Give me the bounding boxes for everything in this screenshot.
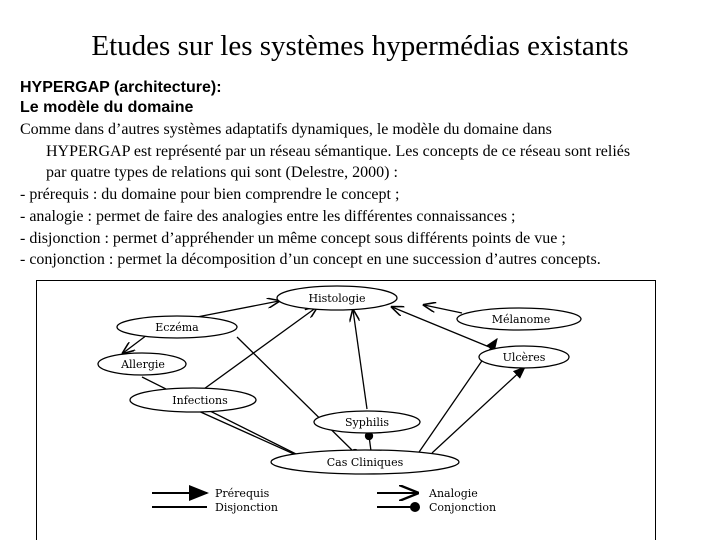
node-label-allergie: Allergie	[121, 358, 165, 371]
node-label-ulceres: Ulcères	[502, 351, 546, 364]
subsection-heading: Le modèle du domaine	[20, 99, 194, 116]
legend-label-prerequis: Prérequis	[215, 487, 270, 500]
legend-label-disjonction: Disjonction	[215, 501, 278, 514]
legend-label-analogie: Analogie	[429, 487, 478, 500]
edge-eczema-cas	[237, 337, 355, 453]
edge-cas-ulceres	[432, 367, 525, 453]
bullet-item-conjonction: - conjonction : permet la décomposition d’un concept en une succession d’autres concepts.	[20, 251, 601, 268]
edge-eczema-allergie	[123, 335, 147, 353]
page-title: Etudes sur les systèmes hypermédias existants	[91, 30, 629, 62]
edge-syphilis-histologie	[353, 310, 367, 409]
diagram-svg	[37, 281, 657, 541]
node-label-cas-cliniques: Cas Cliniques	[326, 456, 404, 469]
node-label-histologie: Histologie	[308, 292, 366, 305]
bullet-item-analogie: - analogie : permet de faire des analogies entre les différentes connaissances ;	[20, 208, 516, 225]
node-label-syphilis: Syphilis	[344, 416, 390, 429]
legend-conjonction-dot	[410, 502, 420, 512]
paragraph-line-2: HYPERGAP est représenté par un réseau sémantique. Les concepts de ce réseau sont reliés	[46, 143, 631, 160]
semantic-network-diagram	[36, 280, 656, 540]
paragraph-line-3: par quatre types de relations qui sont (Delestre, 2000) :	[46, 164, 398, 181]
edge-infections-cas	[185, 405, 305, 459]
legend-label-conjonction: Conjonction	[429, 501, 497, 514]
bullet-item-prerequis: - prérequis : du domaine pour bien comprendre le concept ;	[20, 186, 400, 203]
edge-syphilis-cas	[369, 436, 371, 451]
node-label-eczema: Eczéma	[155, 321, 199, 334]
section-heading: HYPERGAP (architecture):	[20, 79, 222, 96]
bullet-item-disjonction: - disjonction : permet d’appréhender un même concept sous différents points de vue ;	[20, 230, 566, 247]
edge-eczema-histologie	[197, 301, 279, 317]
node-label-infections: Infections	[172, 394, 228, 407]
edge-melanome-histologie	[424, 305, 462, 313]
legend	[152, 493, 417, 507]
paragraph-line-1: Comme dans d’autres systèmes adaptatifs dynamiques, le modèle du domaine dans	[20, 121, 552, 138]
node-label-melanome: Mélanome	[491, 313, 551, 326]
